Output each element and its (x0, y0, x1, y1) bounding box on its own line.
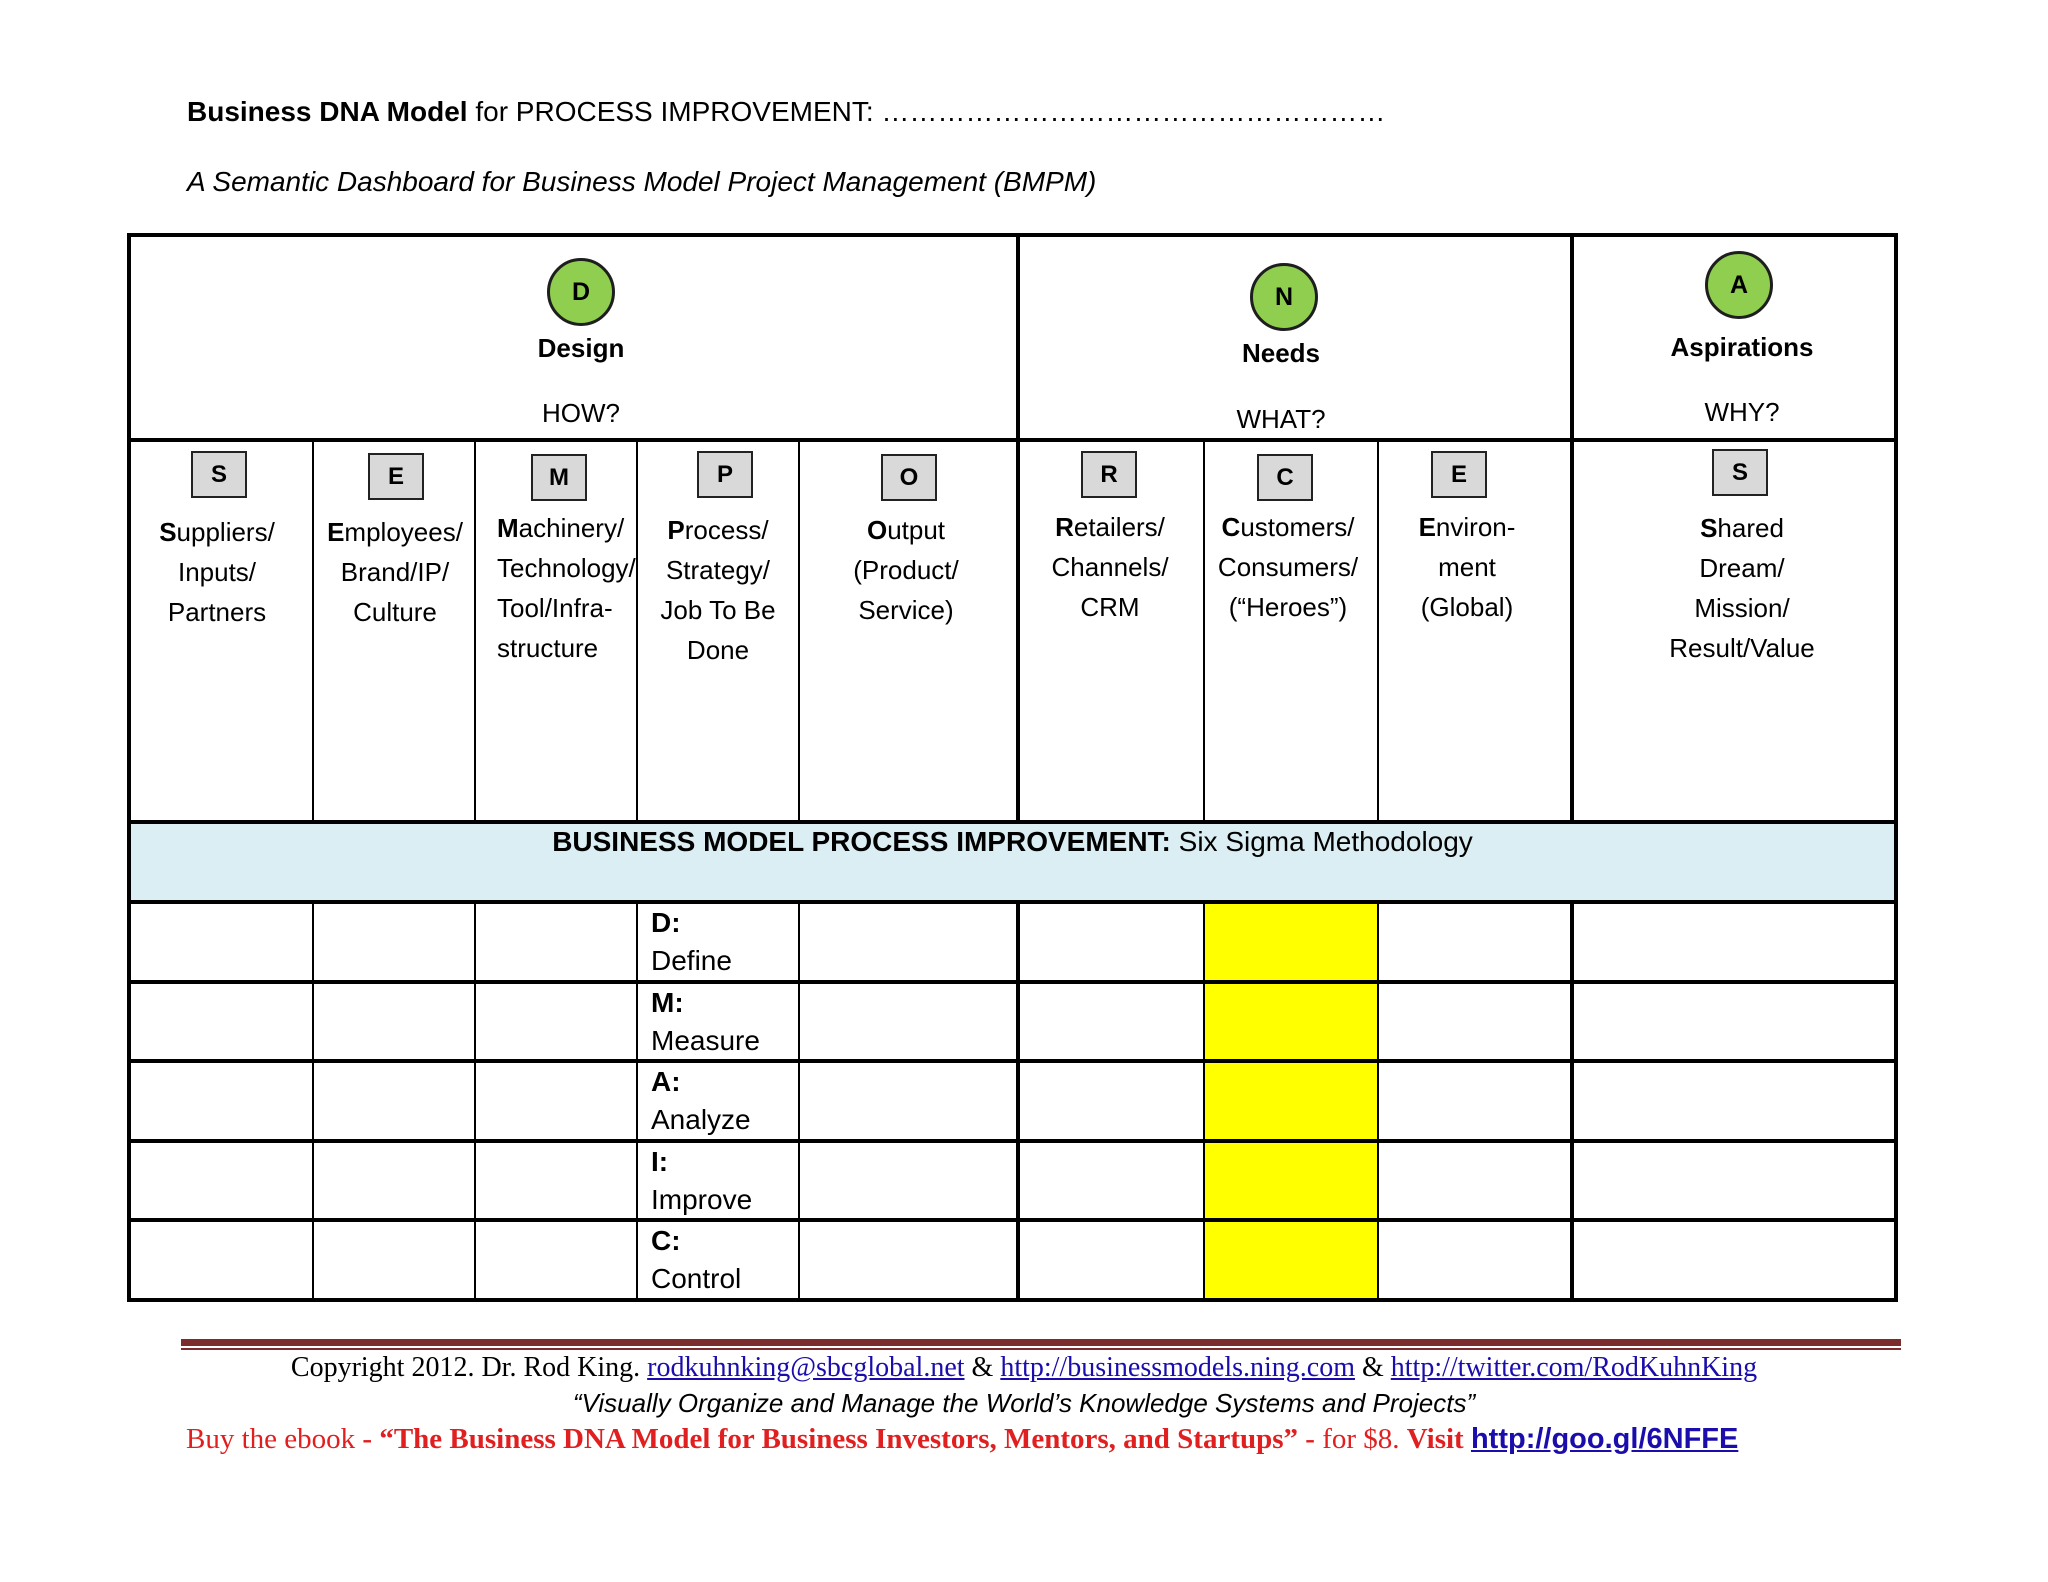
title-rest: for PROCESS IMPROVEMENT: ……………………………………………… (467, 96, 1386, 127)
aspirations-circle: A (1705, 251, 1773, 319)
design-group-title: Design (537, 333, 625, 363)
customers-highlight (1205, 902, 1377, 1300)
needs-circle: N (1250, 263, 1318, 331)
column-label-machinery: Machinery/ Technology/ Tool/Infra- structure (497, 513, 636, 663)
step-control: C: Control (651, 1225, 742, 1294)
column-label-process: Process/ Strategy/ Job To Be Done (660, 515, 776, 665)
column-letter-customers: C (1257, 454, 1313, 501)
process-band-title (130, 826, 1895, 858)
footer-rule-thin (181, 1348, 1901, 1350)
needs-group-question: WHAT? (1236, 404, 1326, 434)
column-label-output: Output (Product/ Service) (853, 515, 959, 625)
needs-group-title: Needs (1241, 338, 1321, 368)
column-label-employees: Employees/ Brand/IP/ Culture (327, 517, 463, 627)
footer-rule (181, 1339, 1901, 1346)
step-analyze: A: Analyze (651, 1066, 751, 1135)
column-letter-shared: S (1712, 449, 1768, 496)
column-letter-employees: E (368, 453, 424, 500)
band-bold: BUSINESS MODEL PROCESS IMPROVEMENT: (552, 826, 1171, 857)
column-label-retailers: Retailers/ Channels/ CRM (1051, 512, 1169, 622)
column-letter-environment: E (1431, 451, 1487, 498)
column-letter-retailers: R (1081, 451, 1137, 498)
column-label-customers: Customers/ Consumers/ (“Heroes”) (1217, 512, 1359, 622)
design-group-question: HOW? (542, 398, 620, 428)
column-letter-suppliers: S (191, 451, 247, 498)
page-title (187, 96, 1385, 128)
twitter-link[interactable]: http://twitter.com/RodKuhnKing (1390, 1352, 1758, 1383)
email-link[interactable]: rodkuhnking@sbcglobal.net (647, 1352, 965, 1383)
ebook-link[interactable]: http://goo.gl/6NFFE (1470, 1423, 1739, 1455)
ning-link[interactable]: http://businessmodels.ning.com (1000, 1352, 1355, 1383)
footer-copyright: Copyright 2012. Dr. Rod King. rodkuhnking@sbcglobal.net & http://businessmodels.ning.com & http://twitter.com/RodKuhnKing (290, 1352, 1758, 1383)
footer-tagline: “Visually Organize and Manage the World’s Knowledge Systems and Projects” (572, 1388, 1476, 1418)
band-rest: Six Sigma Methodology (1170, 826, 1473, 857)
column-label-suppliers: Suppliers/ Inputs/ Partners (159, 517, 275, 627)
step-improve: I: Improve (651, 1146, 753, 1215)
column-letter-machinery: M (531, 454, 587, 501)
column-label-environment: Environ- ment (Global) (1418, 512, 1516, 622)
step-define: D: Define (651, 907, 732, 976)
aspirations-group-title: Aspirations (1670, 332, 1814, 362)
column-label-shared: Shared Dream/ Mission/ Result/Value (1669, 513, 1815, 663)
step-measure: M: Measure (651, 987, 760, 1056)
design-circle: D (547, 258, 615, 326)
title-bold: Business DNA Model (187, 96, 468, 127)
aspirations-group-question: WHY? (1704, 397, 1780, 427)
column-letter-output: O (881, 454, 937, 501)
page-subtitle: A Semantic Dashboard for Business Model Project Management (BMPM) (187, 166, 1097, 197)
footer-buy-ebook: Buy the ebook - “The Business DNA Model for Business Investors, Mentors, and Startups” - for $8. Visit http://goo.gl/6NFFE (186, 1423, 1739, 1455)
column-letter-process: P (697, 451, 753, 498)
